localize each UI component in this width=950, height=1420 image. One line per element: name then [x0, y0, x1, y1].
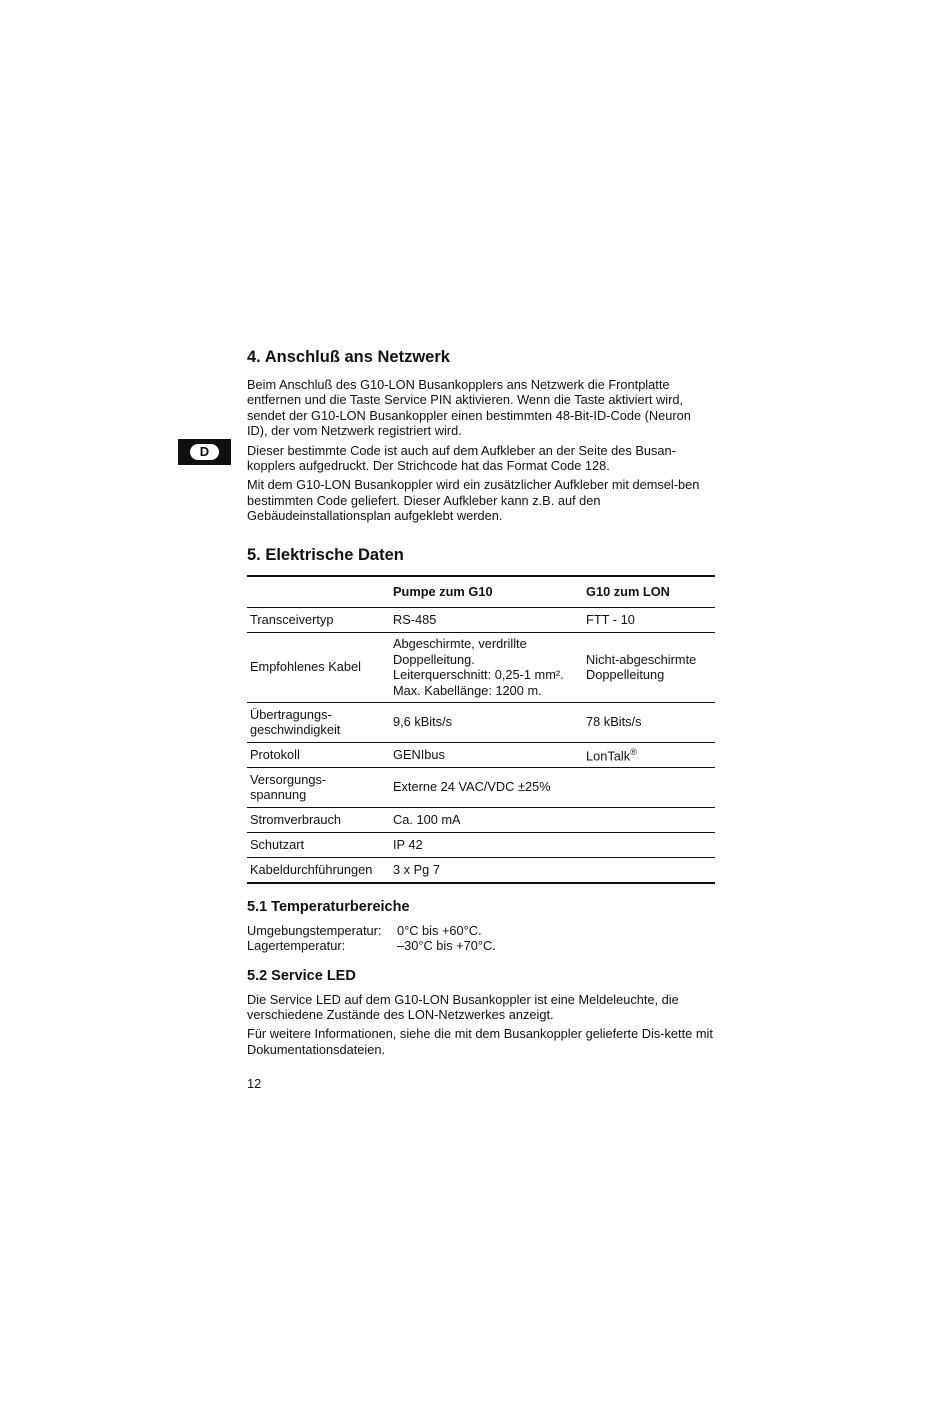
section-4-paragraph-2: Dieser bestimmte Code ist auch auf dem Aufkleber an der Seite des Busan-kopplers aufgedruckt. Der Strichcode hat das Format Code 128. — [247, 442, 676, 474]
table-row — [247, 607, 715, 632]
table-cell: IP 42 — [390, 832, 583, 857]
table-cell: Schutzart — [247, 832, 390, 857]
table-cell: Transceivertyp — [247, 607, 390, 632]
table-row — [247, 702, 715, 742]
temperature-label: Lagertemperatur: — [247, 937, 346, 953]
table-cell: GENIbus — [390, 742, 583, 767]
table-cell: Empfohlenes Kabel — [247, 632, 390, 702]
section-4-title: 4. Anschluß ans Netzwerk — [247, 348, 450, 366]
table-header-cell: Pumpe zum G10 — [390, 576, 583, 608]
table-row — [247, 807, 715, 832]
temperature-row — [247, 938, 715, 953]
table-row — [247, 832, 715, 857]
electrical-data-table — [247, 575, 715, 884]
section-5-2-paragraph-2: Für weitere Informationen, siehe die mit dem Busankoppler gelieferte Dis-kette mit Dokumentationsdateien. — [247, 1026, 713, 1057]
table-header-row — [247, 576, 715, 608]
table-cell: Übertragungs- geschwindigkeit — [247, 702, 390, 742]
table-header-cell: G10 zum LON — [583, 576, 715, 608]
table-row — [247, 767, 715, 807]
table-header-cell — [247, 576, 390, 608]
table-cell: 3 x Pg 7 — [390, 857, 583, 883]
table-cell: Externe 24 VAC/VDC ±25% — [390, 767, 583, 807]
table-cell: Protokoll — [247, 742, 390, 767]
table-cell — [583, 767, 715, 807]
temperature-label: Umgebungstemperatur: — [247, 922, 382, 938]
registered-mark: ® — [630, 747, 637, 758]
lontalk-text: LonTalk — [586, 748, 631, 764]
table-cell — [583, 807, 715, 832]
table-cell: 78 kBits/s — [583, 702, 715, 742]
table-row — [247, 857, 715, 883]
section-5-title: 5. Elektrische Daten — [247, 545, 404, 564]
temperature-value: 0°C bis +60°C. — [397, 922, 482, 938]
page-number: 12 — [247, 1076, 262, 1091]
table-cell: Ca. 100 mA — [390, 807, 583, 832]
section-4-paragraph-3: Mit dem G10-LON Busankoppler wird ein zusätzlicher Aufkleber mit demsel-ben bestimmten Code geliefert. Dieser Aufkleber kann z.B. auf den Gebäudeinstallationsplan aufgeklebt werden. — [247, 477, 700, 524]
temperature-row — [247, 923, 715, 938]
language-tab-label: D — [190, 444, 219, 460]
table-cell: Abgeschirmte, verdrillte Doppelleitung. Leiterquerschnitt: 0,25-1 mm². Max. Kabellänge: 1200 m. — [390, 632, 583, 702]
table-cell — [583, 857, 715, 883]
language-tab — [178, 439, 231, 465]
temperature-value: –30°C bis +70°C. — [397, 937, 496, 953]
table-cell: FTT - 10 — [583, 607, 715, 632]
page-content — [247, 346, 715, 1061]
table-row — [247, 742, 715, 767]
table-cell: Stromverbrauch — [247, 807, 390, 832]
table-cell: RS-485 — [390, 607, 583, 632]
table-cell: 9,6 kBits/s — [390, 702, 583, 742]
section-5-1-title: 5.1 Temperaturbereiche — [247, 898, 410, 915]
table-cell: Nicht-abgeschirmte Doppelleitung — [583, 632, 715, 702]
table-cell: Versorgungs- spannung — [247, 767, 390, 807]
table-row — [247, 632, 715, 702]
section-4-paragraph-1: Beim Anschluß des G10-LON Busankopplers ans Netzwerk die Frontplatte entfernen und die Taste Service PIN aktivieren. Wenn die Taste aktiviert wird, sendet der G10-LON Busankoppler einen bestimmten 48-Bit-ID-Code (Neuron ID), der vom Netzwerk registriert wird. — [247, 377, 691, 439]
section-5-2-paragraph-1: Die Service LED auf dem G10-LON Busankoppler ist eine Meldeleuchte, die verschiedene Zustände des LON-Netzwerkes anzeigt. — [247, 991, 679, 1023]
table-cell — [583, 832, 715, 857]
table-cell: Kabeldurchführungen — [247, 857, 390, 883]
table-cell — [583, 742, 715, 767]
section-5-2-title: 5.2 Service LED — [247, 967, 356, 984]
